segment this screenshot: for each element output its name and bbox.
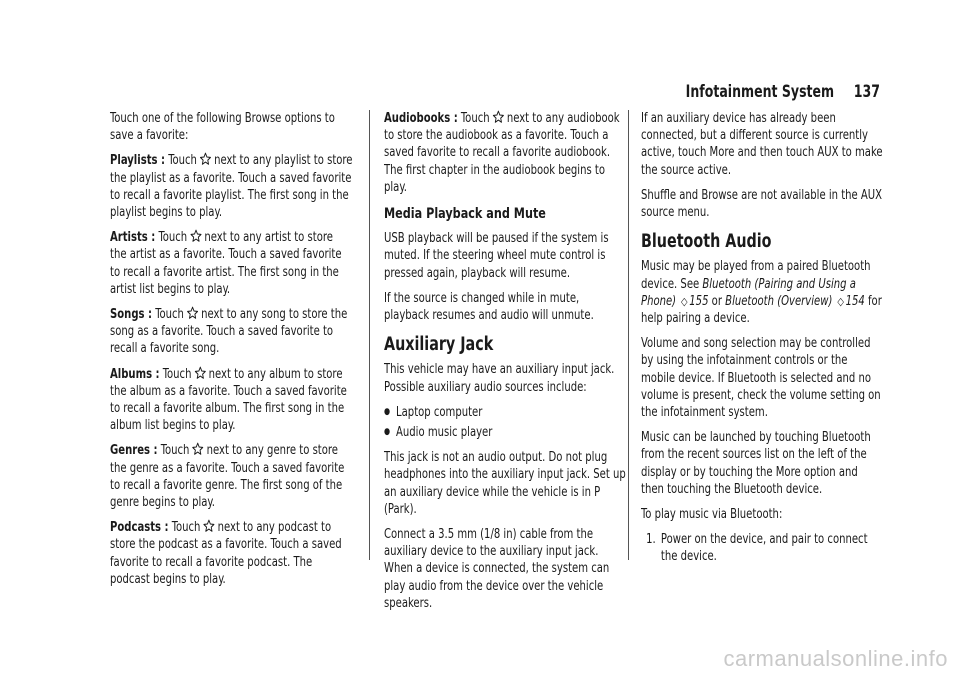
media-paragraph-1: USB playback will be paused if the system is muted. If the steering wheel mute control is pressed again, playback will resume. xyxy=(384,231,609,281)
section-title: Infotainment System xyxy=(685,82,835,102)
star-outline-icon xyxy=(194,366,206,380)
star-outline-icon xyxy=(203,519,215,533)
column-right xyxy=(641,110,884,566)
aux-paragraph-3: Connect a 3.5 mm (1/8 in) cable from the auxiliary device to the auxiliary input jack. When a device is connected, the system can play audio from the device over the vehicle speakers. xyxy=(384,527,610,611)
bt-paragraph-2: Volume and song selection may be controlled by using the infotainment controls or the mobile device. If Bluetooth is selected and no volume is present, check the volume setting on the infotainment system. xyxy=(641,336,881,421)
browse-options-list xyxy=(110,152,353,588)
page-number: 137 xyxy=(853,82,880,102)
page-ref-arrow-icon: ◇ xyxy=(837,294,844,308)
intro-text: Touch one of the following Browse options to save a favorite: xyxy=(110,111,335,144)
browse-option-entry xyxy=(110,306,353,358)
browse-option-entry xyxy=(110,152,353,221)
step-text: Power on the device, and pair to connect the device. xyxy=(660,532,868,565)
bt-overview-link[interactable]: Bluetooth (Overview) xyxy=(725,293,833,309)
bt-steps-list xyxy=(641,531,884,565)
entry-pre: Touch xyxy=(168,153,197,169)
entry-label: Artists : xyxy=(110,230,156,246)
bt-text: for help pairing a device. xyxy=(641,293,882,327)
entry-post: next to any song to store the song as a favorite. Touch a saved favorite to recall a favorite song. xyxy=(110,307,348,357)
browse-option-entry xyxy=(110,519,353,588)
audiobooks-entry xyxy=(384,110,627,196)
entry-label: Songs : xyxy=(110,307,153,323)
browse-option-entry xyxy=(110,229,353,298)
watermark: carmanualsonline.info xyxy=(723,646,948,671)
star-outline-icon xyxy=(492,110,504,124)
aux-paragraph-2: This jack is not an audio output. Do not plug headphones into the auxiliary input jack. Set up an auxiliary device while the vehicle is in P (Park). xyxy=(384,450,626,517)
aux-paragraph-1: This vehicle may have an auxiliary input jack. Possible auxiliary audio sources include: xyxy=(384,362,615,395)
column-divider xyxy=(369,110,370,560)
entry-pre: Touch xyxy=(155,307,184,323)
bt-paragraph-3: Music can be launched by touching Bluetooth from the recent sources list on the left of the display or by touching the More option and then touching the Bluetooth device. xyxy=(641,430,871,497)
star-outline-icon xyxy=(199,152,211,166)
column-middle xyxy=(384,110,627,620)
entry-post: next to any album to store the album as a favorite. Touch a saved favorite to recall a favorite album. The first song in the album list begins to play. xyxy=(110,366,347,434)
step-number: 1. xyxy=(646,532,656,548)
entry-post: next to any audiobook to store the audiobook as a favorite. Touch a saved favorite to recall a favorite audiobook. The first chapter in the audiobook begins to play. xyxy=(384,111,620,195)
media-paragraph-2: If the source is changed while in mute, playback resumes and audio will unmute. xyxy=(384,290,594,324)
bluetooth-audio-heading: Bluetooth Audio xyxy=(641,231,772,253)
aux-sources-list xyxy=(384,404,627,441)
browse-option-entry xyxy=(110,366,353,435)
entry-label: Podcasts : xyxy=(110,520,169,536)
entry-post: next to any playlist to store the playlist as a favorite. Touch a saved favorite to recall a favorite playlist. The first song in the playlist begins to play. xyxy=(110,153,353,221)
bt-or: or xyxy=(711,293,722,309)
star-outline-icon xyxy=(192,442,204,456)
entry-label: Playlists : xyxy=(110,153,166,169)
entry-pre: Touch xyxy=(460,111,490,126)
aux-paragraph-5: Shuffle and Browse are not available in the AUX source menu. xyxy=(641,187,883,221)
page-ref-155[interactable]: 155 xyxy=(689,293,709,309)
page-ref-arrow-icon: ◇ xyxy=(681,294,688,308)
bt-pairing-link[interactable]: Bluetooth (Pairing and Using a Phone) xyxy=(641,276,856,309)
list-item xyxy=(641,531,884,565)
entry-pre: Touch xyxy=(160,443,190,459)
aux-paragraph-4: If an auxiliary device has already been connected, but a different source is currently active, touch More and then touch AUX to make the source active. xyxy=(641,111,883,178)
entry-label: Albums : xyxy=(110,366,160,382)
column-divider xyxy=(628,110,629,560)
star-outline-icon xyxy=(190,229,202,243)
bt-text: Music may be played from a paired Bluetooth device. See xyxy=(641,259,871,292)
entry-label: Genres : xyxy=(110,443,158,459)
column-left xyxy=(110,110,353,596)
entry-pre: Touch xyxy=(162,366,192,382)
entry-pre: Touch xyxy=(171,520,201,536)
entry-post: next to any podcast to store the podcast as a favorite. Touch a saved favorite to recall a favorite podcast. The podcast begins to play. xyxy=(110,520,342,587)
entry-pre: Touch xyxy=(158,230,188,246)
auxiliary-jack-heading: Auxiliary Jack xyxy=(384,334,494,356)
browse-option-entry xyxy=(110,442,353,511)
list-item: ● Audio music player xyxy=(384,424,627,441)
list-item: ● Laptop computer xyxy=(384,404,627,421)
bt-paragraph-4: To play music via Bluetooth: xyxy=(641,507,783,523)
entry-post: next to any genre to store the genre as a favorite. Touch a saved favorite to recall a favorite genre. The first song of the genre begins to play. xyxy=(110,443,345,511)
page-header xyxy=(618,82,880,102)
media-playback-heading: Media Playback and Mute xyxy=(384,206,546,223)
bt-paragraph-1 xyxy=(641,258,884,327)
star-outline-icon xyxy=(186,306,198,320)
entry-post: next to any artist to store the artist as a favorite. Touch a saved favorite to recall a favorite artist. The first song in the artist list begins to play. xyxy=(110,230,342,297)
entry-label: Audiobooks : xyxy=(384,111,458,126)
page-ref-154[interactable]: 154 xyxy=(845,293,865,309)
